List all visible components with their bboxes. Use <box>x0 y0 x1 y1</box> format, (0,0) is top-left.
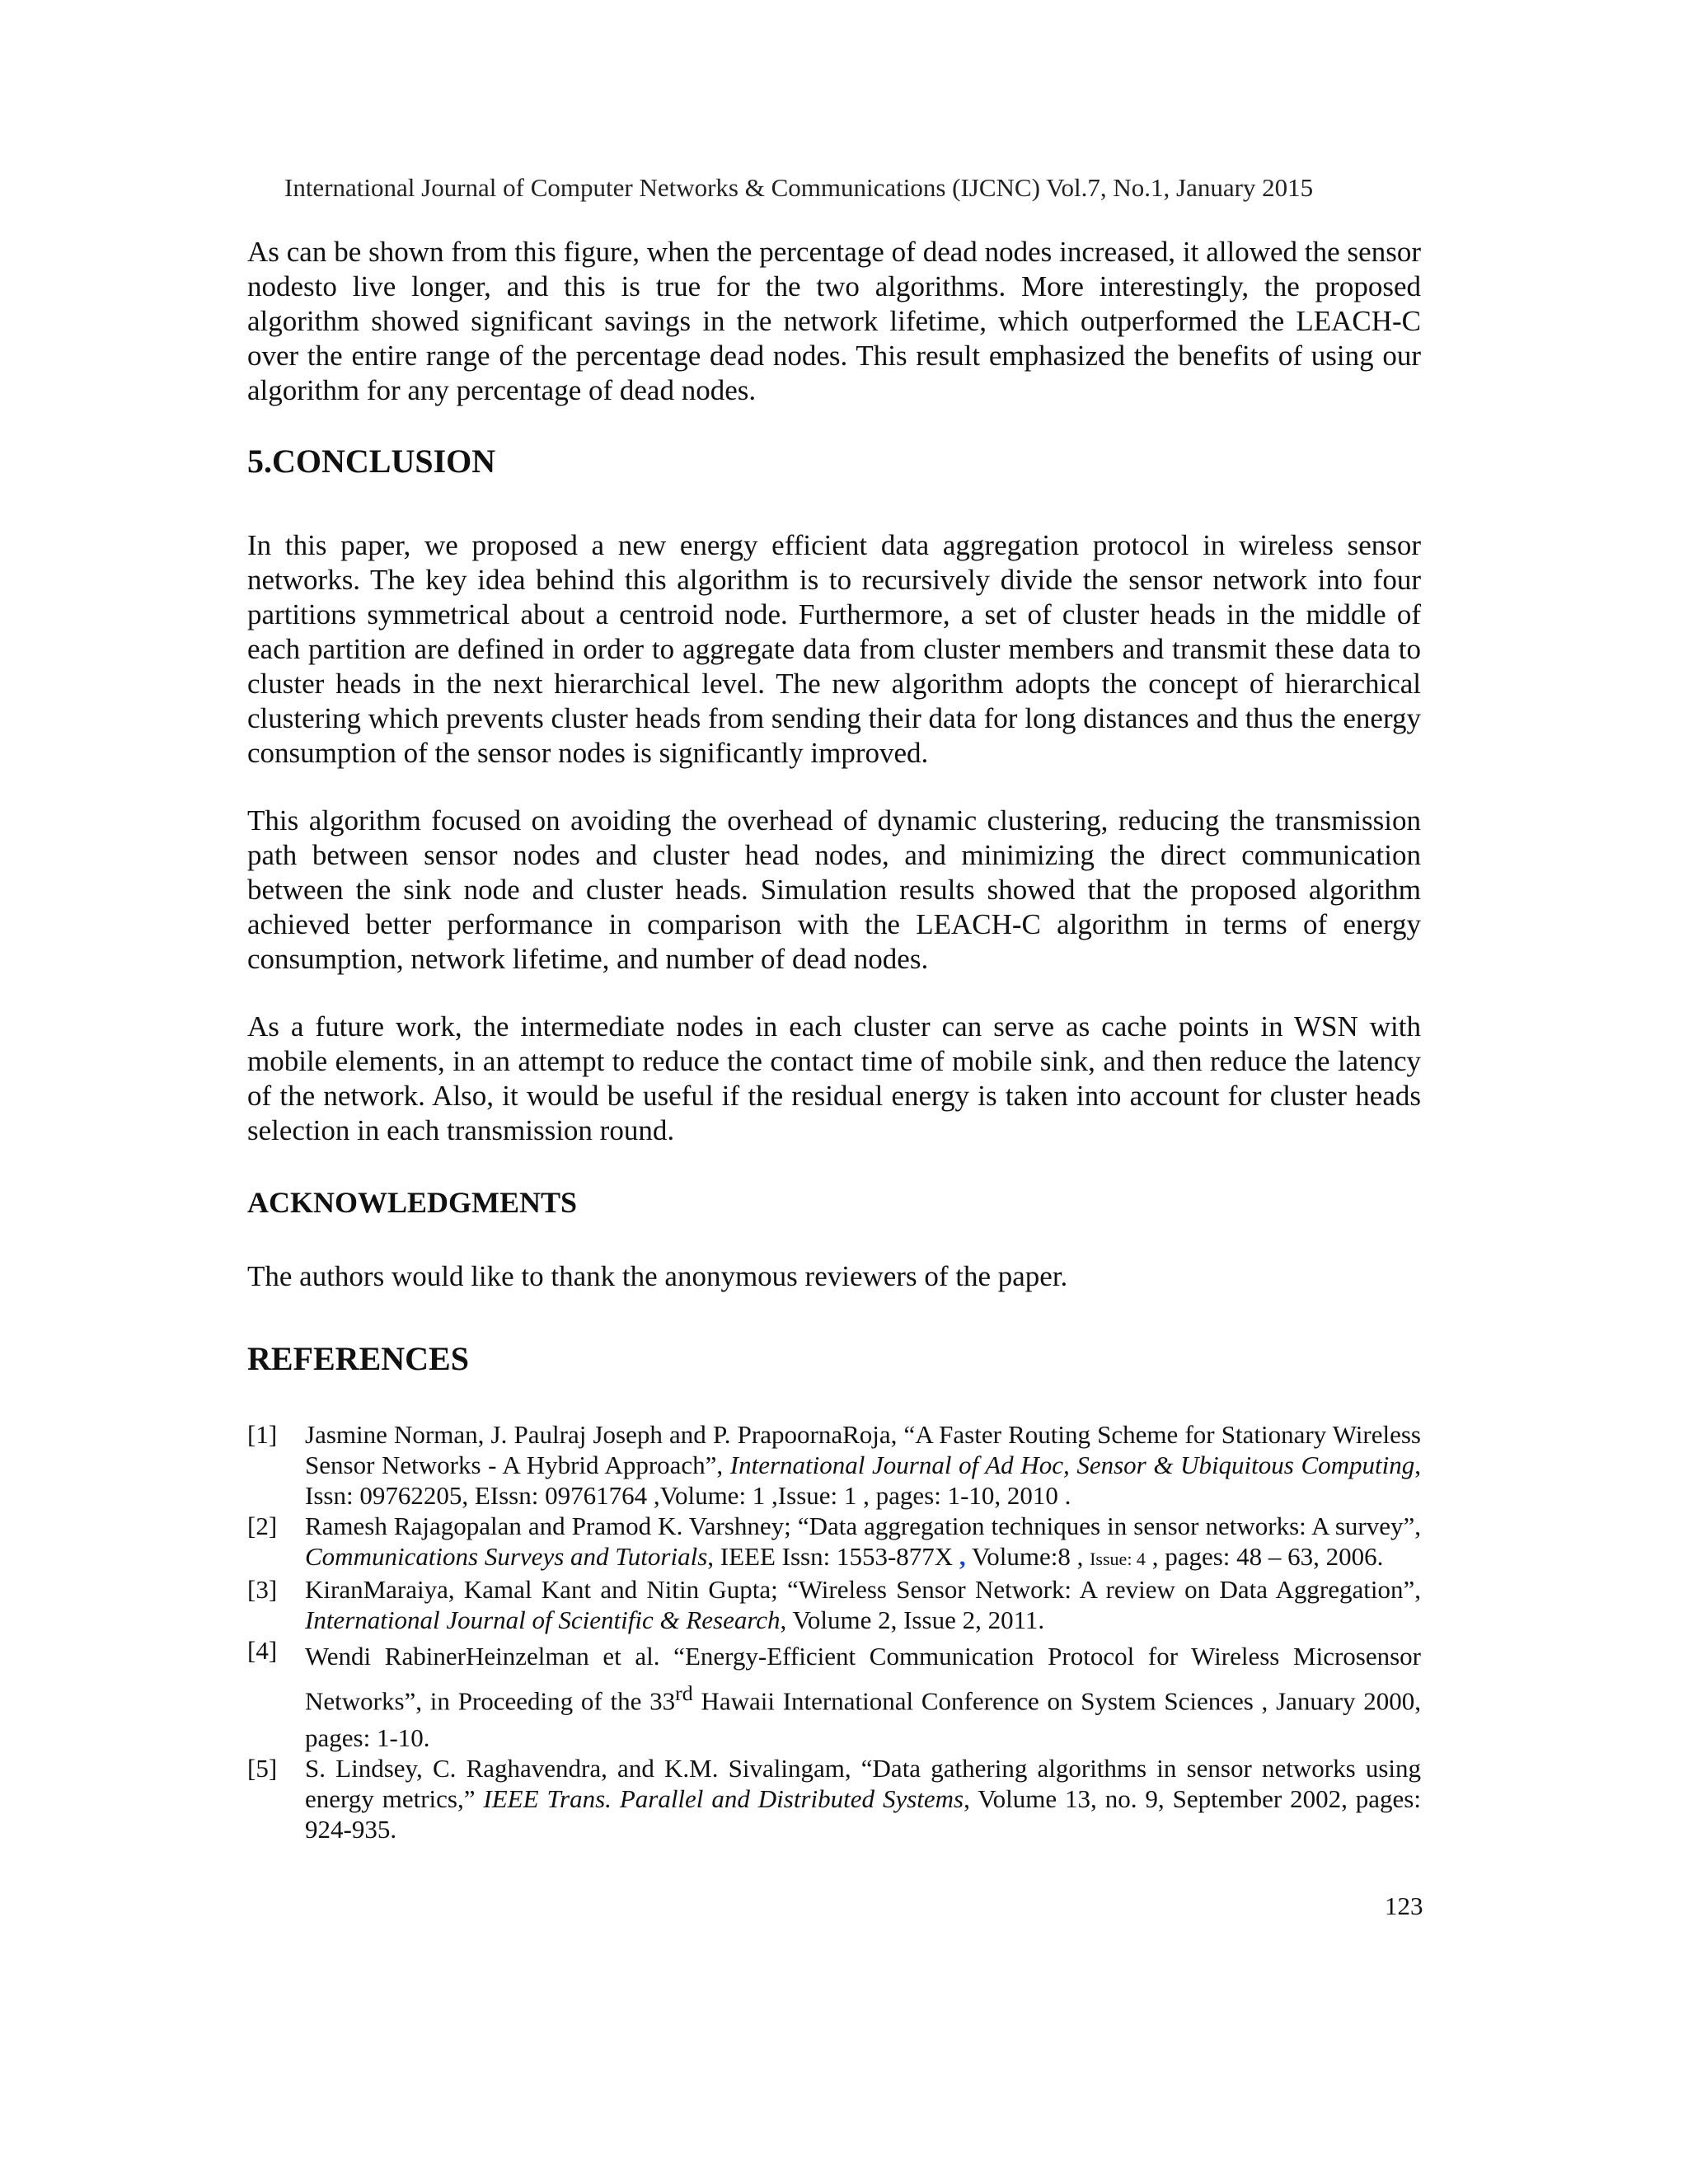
acknowledgments-text: The authors would like to thank the anonymous reviewers of the paper. <box>247 1260 1068 1292</box>
conclusion-paragraph-2: This algorithm focused on avoiding the overhead of dynamic clustering, reducing the transmission path between sensor nodes and cluster head nodes, and minimizing the direct communication between the sink node and cluster heads. Simulation results showed that the proposed algorithm achieved better performance in comparison with the LEACH-C algorithm in terms of energy consumption, network lifetime, and number of dead nodes. <box>247 804 1421 975</box>
reference-journal: International Journal of Ad Hoc, Sensor & Ubiquitous Computing <box>729 1451 1415 1479</box>
reference-text: Jasmine Norman, J. Paulraj Joseph and P. PrapoornaRoja, “A Faster Routing Scheme for Stationary Wireless Sensor Networks - A Hybrid Approach”, <box>305 1420 1421 1479</box>
reference-details: Hawaii International Conference on System Sciences , January 2000, pages: 1-10. <box>305 1686 1421 1753</box>
conclusion-heading-number: 5. <box>247 443 272 480</box>
intro-paragraph-block <box>247 235 1421 408</box>
reference-details: , Volume 13, no. 9, September 2002, pages: 924-935. <box>305 1784 1421 1844</box>
reference-number: [4] <box>247 1636 278 1665</box>
page-number: 123 <box>1385 1891 1423 1920</box>
reference-number: [5] <box>247 1754 278 1783</box>
reference-text: KiranMaraiya, Kamal Kant and Nitin Gupta; “Wireless Sensor Network: A review on Data Aggregation”, <box>305 1575 1421 1604</box>
reference-link[interactable]: , <box>959 1542 966 1571</box>
reference-journal: Communications Surveys and Tutorials <box>305 1542 708 1571</box>
conclusion-heading <box>247 442 1421 481</box>
reference-superscript: rd <box>675 1681 693 1705</box>
conclusion-heading-initial: C <box>272 443 296 480</box>
reference-item <box>247 1574 1421 1635</box>
acknowledgments-heading: ACKNOWLEDGMENTS <box>247 1186 578 1219</box>
references-heading-rest: EFERENCES <box>270 1340 469 1377</box>
reference-item <box>247 1511 1421 1574</box>
conclusion-paragraph-1-block <box>247 528 1421 771</box>
reference-item <box>247 1419 1421 1511</box>
references-list <box>247 1419 1421 1844</box>
conclusion-paragraph-3-block <box>247 1010 1421 1148</box>
reference-journal: International Journal of Scientific & Research <box>305 1605 781 1634</box>
reference-text: Wendi RabinerHeinzelman et al. “Energy-Efficient Communication Protocol for Wireless Microsensor Networks”, in Proceeding of the 33 <box>305 1642 1421 1716</box>
conclusion-heading-rest: ONCLUSION <box>295 443 496 480</box>
acknowledgments-heading-block <box>247 1184 1421 1221</box>
reference-pages: , pages: 48 – 63, 2006. <box>1145 1542 1384 1571</box>
references-heading <box>247 1339 1421 1379</box>
reference-journal: IEEE Trans. Parallel and Distributed Systems <box>483 1784 964 1814</box>
conclusion-paragraph-1: In this paper, we proposed a new energy efficient data aggregation protocol in wireless sensor networks. The key idea behind this algorithm is to recursively divide the sensor network into four partitions symmetrical about a centroid node. Furthermore, a set of cluster heads in the middle of each partition are defined in order to aggregate data from cluster members and transmit these data to cluster heads in the next hierarchical level. The new algorithm adopts the concept of hierarchical clustering which prevents cluster heads from sending their data for long distances and thus the energy consumption of the sensor nodes is significantly improved. <box>247 529 1421 769</box>
reference-text: Ramesh Rajagopalan and Pramod K. Varshney; “Data aggregation techniques in sensor networks: A survey”, <box>305 1511 1421 1540</box>
reference-number: [2] <box>247 1511 278 1540</box>
running-header: International Journal of Computer Networks & Communications (IJCNC) Vol.7, No.1, January 2015 <box>284 173 1314 202</box>
reference-details: , Volume 2, Issue 2, 2011. <box>780 1605 1045 1634</box>
references-heading-initial: R <box>247 1340 271 1377</box>
intro-paragraph: As can be shown from this figure, when the percentage of dead nodes increased, it allowed the sensor nodesto live longer, and this is true for the two algorithms. More interestingly, the proposed algorithm showed significant savings in the network lifetime, which outperformed the LEACH-C over the entire range of the percentage dead nodes. This result emphasized the benefits of using our algorithm for any percentage of dead nodes. <box>247 236 1421 406</box>
acknowledgments-text-block <box>247 1259 1421 1294</box>
reference-item <box>247 1753 1421 1844</box>
reference-details: , Issn: 09762205, EIssn: 09761764 ,Volume: 1 ,Issue: 1 , pages: 1-10, 2010 . <box>305 1451 1422 1510</box>
reference-number: [3] <box>247 1575 278 1604</box>
reference-number: [1] <box>247 1420 278 1449</box>
conclusion-paragraph-2-block <box>247 804 1421 977</box>
reference-item <box>247 1635 1421 1753</box>
reference-volume: Volume:8 , <box>965 1542 1090 1571</box>
reference-text: S. Lindsey, C. Raghavendra, and K.M. Sivalingam, “Data gathering algorithms in sensor networks using energy metrics,” <box>305 1754 1421 1814</box>
reference-issue: Issue: 4 <box>1090 1549 1146 1569</box>
conclusion-paragraph-3: As a future work, the intermediate nodes in each cluster can serve as cache points in WSN with mobile elements, in an attempt to reduce the contact time of mobile sink, and then reduce the latency of the network. Also, it would be useful if the residual energy is taken into account for cluster heads selection in each transmission round. <box>247 1010 1421 1146</box>
reference-details: , IEEE Issn: 1553-877X <box>707 1542 959 1571</box>
